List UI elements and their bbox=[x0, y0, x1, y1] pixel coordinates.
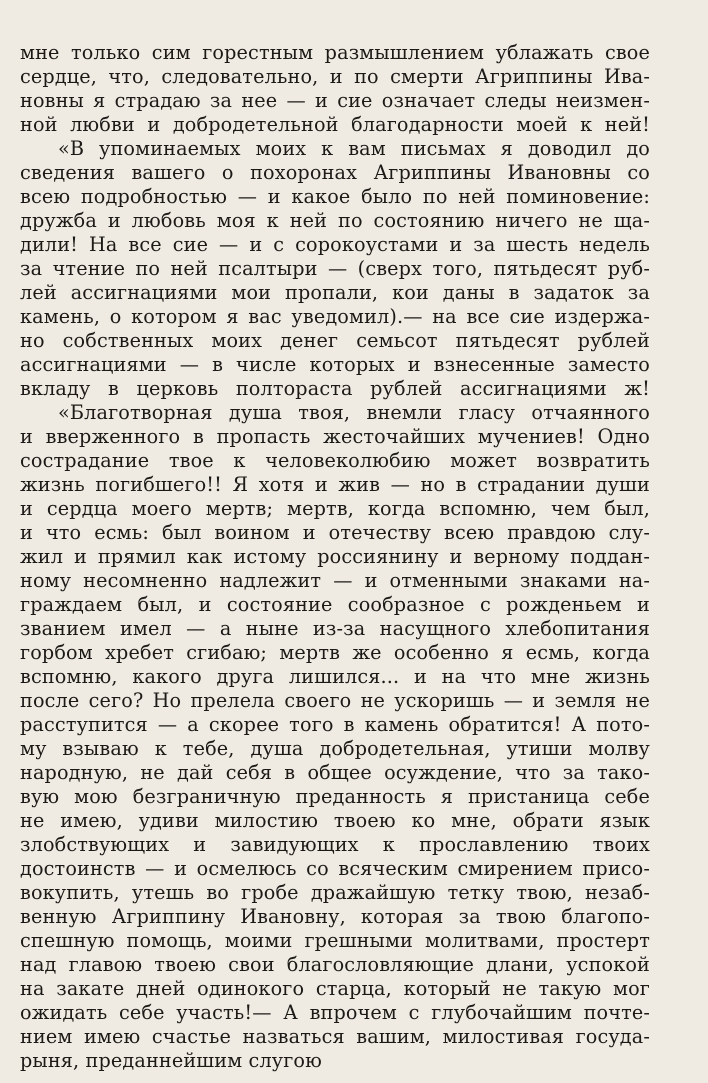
text-line: камень, о котором я вас уведомил).— на все сие издержа- bbox=[20, 305, 650, 328]
text-line: и вверженного в пропасть жесточайших мучениев! Одно bbox=[20, 425, 650, 448]
text-line: спешную помощь, моими грешными молитвами, простерт bbox=[20, 929, 650, 952]
text-line: вспомню, какого друга лишился... и на что мне жизнь bbox=[20, 665, 650, 688]
text-line: «Благотворная душа твоя, внемли гласу отчаянного bbox=[58, 401, 650, 424]
text-line: «В упоминаемых моих к вам письмах я доводил до bbox=[58, 137, 650, 160]
text-line: му взываю к тебе, душа добродетельная, утиши молву bbox=[20, 737, 650, 760]
text-line: нием имею счастье назваться вашим, милостивая госуда- bbox=[20, 1025, 650, 1048]
text-line: ожидать себе участь!— А впрочем с глубочайшим почте- bbox=[20, 1001, 650, 1024]
text-line: лей ассигнациями мои пропали, кои даны в задаток за bbox=[20, 281, 650, 304]
text-line: за чтение по ней псалтыри — (сверх того, пятьдесят руб- bbox=[20, 257, 650, 280]
text-line: ному несомненно надлежит — и отменными знаками на- bbox=[20, 569, 650, 592]
text-line: сердце, что, следовательно, и по смерти Агриппины Ива- bbox=[20, 65, 650, 88]
text-line: не имею, удиви милостию твоею ко мне, обрати язык bbox=[20, 809, 650, 832]
text-line: и сердца моего мертв; мертв, когда вспомню, чем был, bbox=[20, 497, 650, 520]
text-line: после сего? Но прелела своего не ускоришь — и земля не bbox=[20, 689, 650, 712]
text-line: но собственных моих денег семьсот пятьдесят рублей bbox=[20, 329, 650, 352]
text-line: жил и прямил как истому россиянину и верному поддан- bbox=[20, 545, 650, 568]
text-line: сведения вашего о похоронах Агриппины Ивановны со bbox=[20, 161, 650, 184]
text-line: на закате дней одинокого старца, который не такую мог bbox=[20, 977, 650, 1000]
text-line: вокупить, утешь во гробе дражайшую тетку твою, незаб- bbox=[20, 881, 650, 904]
text-line: сострадание твое к человеколюбию может возвратить bbox=[20, 449, 650, 472]
text-line: жизнь погибшего!! Я хотя и жив — но в страдании души bbox=[20, 473, 650, 496]
text-line: венную Агриппину Ивановну, которая за твою благопо- bbox=[20, 905, 650, 928]
text-line: рыня, преданнейшим слугою bbox=[20, 1049, 322, 1072]
text-line: вкладу в церковь полтораста рублей ассигнациями ж! bbox=[20, 377, 650, 400]
text-line: всею подробностью — и какое было по ней поминовение: bbox=[20, 185, 650, 208]
text-line: новны я страдаю за нее — и сие означает следы неизмен- bbox=[20, 89, 650, 112]
text-line: дружба и любовь моя к ней по состоянию ничего не ща- bbox=[20, 209, 650, 232]
text-line: злобствующих и завидующих к прославлению твоих bbox=[20, 833, 650, 856]
text-line: народную, не дай себя в общее осуждение, что за тако- bbox=[20, 761, 650, 784]
text-line: ной любви и добродетельной благодарности моей к ней! bbox=[20, 113, 650, 136]
text-line: дили! На все сие — и с сорокоустами и за шесть недель bbox=[20, 233, 650, 256]
text-line: расступится — а скорее того в камень обратится! А пото- bbox=[20, 713, 650, 736]
text-line: граждаем был, и состояние сообразное с рожденьем и bbox=[20, 593, 650, 616]
text-line: горбом хребет сгибаю; мертв же особенно я есмь, когда bbox=[20, 641, 650, 664]
text-line: и что есмь: был воином и отечеству всею правдою слу- bbox=[20, 521, 650, 544]
text-line: ассигнациями — в числе которых и взнесенные заместо bbox=[20, 353, 650, 376]
text-line: достоинств — и осмелюсь со всяческим смирением присо- bbox=[20, 857, 650, 880]
text-line: над главою твоею свои благословляющие длани, успокой bbox=[20, 953, 650, 976]
text-line: мне только сим горестным размышлением ублажать свое bbox=[20, 41, 650, 64]
text-line: вую мою безграничную преданность я пристаница себе bbox=[20, 785, 650, 808]
text-line: званием имел — а ныне из-за насущного хлебопитания bbox=[20, 617, 650, 640]
